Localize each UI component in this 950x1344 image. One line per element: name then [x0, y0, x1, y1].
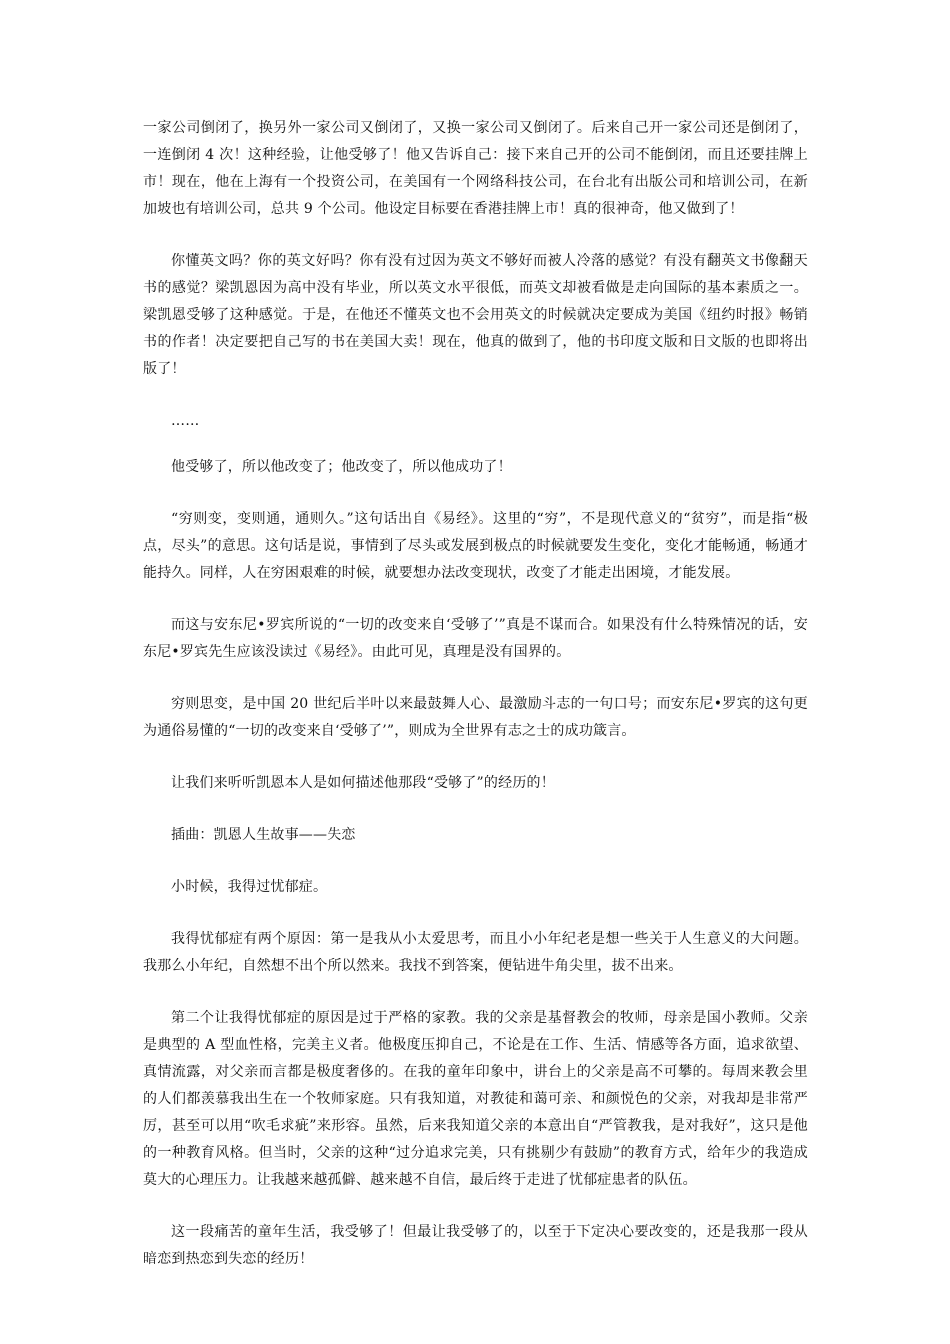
paragraph-childhood-depression: 小时候，我得过忧郁症。: [171, 879, 328, 895]
paragraph-english-ability: 你懂英文吗？你的英文好吗？你有没有过因为英文不够好而被人冷落的感觉？有没有翻英文书像翻天书的感觉？梁凯恩因为高中没有毕业，所以英文水平很低，而英文却被看做是走向国际的基本素质之一。梁凯恩受够了这种感觉。于是，在他还不懂英文也不会用英文的时候就决定要成为美国《纽约时报》畅销书的作者！决定要把自己写的书在美国大卖！现在，他真的做到了，他的书印度文版和日文版的也即将出版了！: [143, 253, 808, 377]
paragraph-second-reason: 第二个让我得忧郁症的原因是过于严格的家教。我的父亲是基督教会的牧师，母亲是国小教师。父亲是典型的 A 型血性格，完美主义者。他极度压抑自己，不论是在工作、生活、情感等各方面，追求欲望、真情流露，对父亲而言都是极度奢侈的。在我的童年印象中，讲台上的父亲是高不可攀的。每周来教会里的人们都羡慕我出生在一个牧师家庭。只有我知道，对教徒和蔼可亲、和颜悦色的父亲，对我却是非常严厉，甚至可以用“吹毛求疵”来形容。虽然，后来我知道父亲的本意出自“严管教我，是对我好”，这只是他的一种教育风格。但当时，父亲的这种“过分追求完美，只有挑剔少有鼓励”的教育方式，给年少的我造成莫大的心理压力。让我越来越孤僻、越来越不自信，最后终于走进了忧郁症患者的队伍。: [143, 1010, 808, 1188]
paragraph-anthony-robbins: 而这与安东尼•罗宾所说的“一切的改变来自‘受够了’”真是不谋而合。如果没有什么特殊情况的话，安东尼•罗宾先生应该没读过《易经》。由此可见，真理是没有国界的。: [143, 617, 808, 660]
paragraph-ellipsis: ……: [171, 413, 200, 429]
paragraph-slogan: 穷则思变，是中国 20 世纪后半叶以来最鼓舞人心、最激励斗志的一句口号；而安东尼•罗宾的这句更为通俗易懂的“一切的改变来自‘受够了’”，则成为全世界有志之士的成功箴言。: [143, 696, 808, 739]
paragraph-kane-intro: 让我们来听听凯恩本人是如何描述他那段“受够了”的经历的！: [171, 775, 555, 791]
paragraph-change-success: 他受够了，所以他改变了；他改变了，所以他成功了！: [171, 459, 512, 475]
paragraph-interlude-title: 插曲：凯恩人生故事——失恋: [171, 827, 356, 843]
document-body: [143, 115, 808, 1298]
paragraph-yijing-quote: “穷则变，变则通，通则久。”这句话出自《易经》。这里的“穷”，不是现代意义的“贫穷”，而是指“极点，尽头”的意思。这句话是说，事情到了尽头或发展到极点的时候就要发生变化，变化才能畅通，畅通才能持久。同样，人在穷困艰难的时候，就要想办法改变现状，改变了才能走出困境，才能发展。: [143, 511, 808, 581]
paragraph-decision-change: 这一段痛苦的童年生活，我受够了！但最让我受够了的，以至于下定决心要改变的，还是我那一段从暗恋到热恋到失恋的经历！: [143, 1224, 808, 1267]
paragraph-failed-companies: 一家公司倒闭了，换另外一家公司又倒闭了，又换一家公司又倒闭了。后来自己开一家公司还是倒闭了，一连倒闭 4 次！这种经验，让他受够了！他又告诉自己：接下来自己开的公司不能倒闭，而且还要挂牌上市！现在，他在上海有一个投资公司，在美国有一个网络科技公司，在台北有出版公司和培训公司，在新加坡也有培训公司，总共 9 个公司。他设定目标要在香港挂牌上市！真的很神奇，他又做到了！: [143, 120, 808, 217]
paragraph-first-reason: 我得忧郁症有两个原因：第一是我从小太爱思考，而且小小年纪老是想一些关于人生意义的大问题。我那么小年纪，自然想不出个所以然来。我找不到答案，便钻进牛角尖里，拔不出来。: [143, 931, 808, 974]
